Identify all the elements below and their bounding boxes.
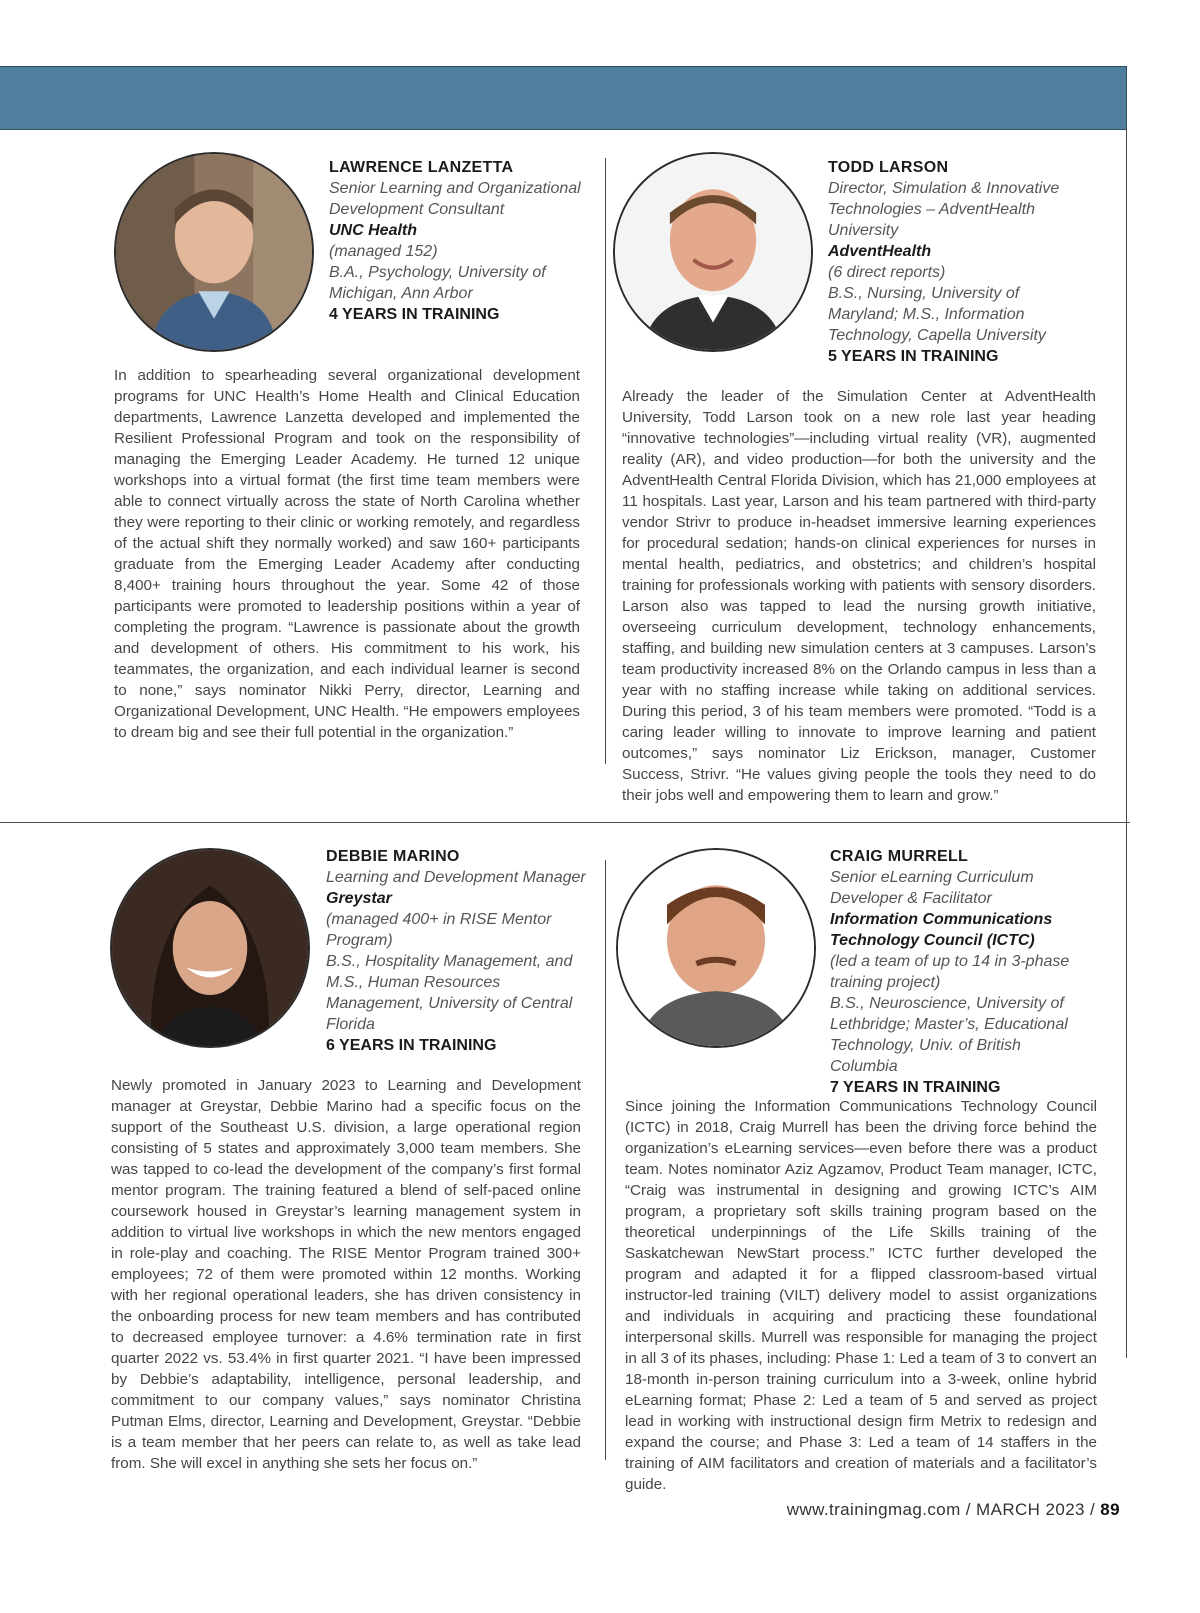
- profile-note: (led a team of up to 14 in 3-phase training project): [830, 953, 1070, 991]
- column-divider: [605, 158, 606, 764]
- profile-note: (6 direct reports): [828, 264, 946, 281]
- profile-role: Senior Learning and Organizational Development Consultant: [329, 180, 581, 218]
- profile-name: TODD LARSON: [828, 159, 949, 176]
- profile-organization: UNC Health: [329, 222, 418, 239]
- profile-photo-lawrence-lanzetta: [114, 152, 314, 352]
- page-number: 89: [1100, 1500, 1120, 1519]
- profile-photo-todd-larson: [613, 152, 813, 352]
- profile-organization: AdventHealth: [828, 243, 932, 260]
- section-divider: [0, 822, 1130, 823]
- profile-years: 7 YEARS IN TRAINING: [830, 1079, 1001, 1096]
- header-banner: [0, 66, 1127, 130]
- column-divider: [605, 860, 606, 1460]
- profile-education: B.S., Nursing, University of Maryland; M.S., Information Technology, Capella University: [828, 285, 1046, 344]
- profile-bio: Already the leader of the Simulation Center at AdventHealth University, Todd Larson took on a new role last year heading “innovative technologies”—including virtual reality (VR), augmented reality (AR), and video production—for both the university and the AdventHealth Central Florida Division, which has 21,000 employees at 11 hospitals. Last year, Larson and his team partnered with third-party vendor Strivr to produce in-headset immersive learning experiences for procedural sedation; hands-on clinical experiences for nurses in mental health, pediatrics, and obstetrics; and children’s hospital training for professionals working with patients with sensory disorders. Larson also was tapped to lead the nursing growth initiative, overseeing curriculum development, technology enhancements, staffing, and building new simulation centers at 3 campuses. Larson’s team productivity increased 8% on the Orlando campus in less than a year with no staffing increase while taking on additional services. During this period, 3 of his team members were promoted. “Todd is a caring leader willing to innovate to improve learning and patient outcomes,” says nominator Liz Erickson, manager, Customer Success, Strivr. “He values giving people the tools they need to do their jobs well and empowering them to learn and grow.”: [622, 388, 1096, 804]
- profile-role: Learning and Development Manager: [326, 869, 586, 886]
- profile-education: B.S., Hospitality Management, and M.S., Human Resources Management, University of Central Florida: [326, 953, 573, 1033]
- profile-organization: Greystar: [326, 890, 392, 907]
- profile-years: 6 YEARS IN TRAINING: [326, 1037, 497, 1054]
- portrait-image: [615, 154, 811, 350]
- profile-organization: Information Communications Technology Council (ICTC): [830, 911, 1053, 949]
- profile-years: 4 YEARS IN TRAINING: [329, 306, 500, 323]
- portrait-image: [116, 154, 312, 350]
- profile-photo-debbie-marino: [110, 848, 310, 1048]
- profile-role: Senior eLearning Curriculum Developer & Facilitator: [830, 869, 1034, 907]
- profile-role: Director, Simulation & Innovative Technologies – AdventHealth University: [828, 180, 1060, 239]
- page-rule: [1126, 128, 1127, 1358]
- profile-years: 5 YEARS IN TRAINING: [828, 348, 999, 365]
- profile-note: (managed 152): [329, 243, 438, 260]
- profile-name: LAWRENCE LANZETTA: [329, 159, 514, 176]
- profile-education: B.A., Psychology, University of Michigan, Ann Arbor: [329, 264, 546, 302]
- profile-education: B.S., Neuroscience, University of Lethbridge; Master’s, Educational Technology, Univ. of British Columbia: [830, 995, 1068, 1075]
- profile-photo-craig-murrell: [616, 848, 816, 1048]
- profile-info: [830, 846, 1092, 1098]
- profile-info: [828, 157, 1090, 367]
- page-footer: [787, 1500, 1120, 1520]
- profile-info: [326, 846, 586, 1056]
- profile-bio: Since joining the Information Communications Technology Council (ICTC) in 2018, Craig Murrell has been the driving force behind the organization’s eLearning services—even before there was a product team. Notes nominator Aziz Agzamov, Product Team manager, ICTC, “Craig was instrumental in designing and growing ICTC’s AIM program, a proprietary soft skills training program based on the theoretical underpinnings of the Life Skills training of the Saskatchewan NewStart process.” ICTC further developed the program and adapted it for a flipped classroom-based virtual instructor-led training (VILT) delivery model to assist organizations and individuals in acquiring and practicing these foundational interpersonal skills. Murrell was responsible for managing the project in all 3 of its phases, including: Phase 1: Led a team of 3 to convert an 18-month in-person training curriculum into a 3-week, online hybrid eLearning format; Phase 2: Led a team of 5 and served as project lead in working with instructional design firm Metrix to redesign and expand the course; and Phase 3: Led a team of 14 staffers in the training of AIM facilitators and creation of materials and a facilitator’s guide.: [625, 1098, 1097, 1493]
- portrait-image: [112, 850, 308, 1046]
- profile-name: CRAIG MURRELL: [830, 848, 969, 865]
- profile-bio: Newly promoted in January 2023 to Learning and Development manager at Greystar, Debbie Marino had a specific focus on the support of the Southeast U.S. division, a large operational region consisting of 5 states and approximately 3,000 team members. She was tapped to co-lead the development of the company’s first formal mentor program. The training featured a blend of self-paced online coursework housed in Greystar’s learning management system in addition to virtual live workshops in which the new mentors engaged in role-play and coaching. The RISE Mentor Program trained 300+ employees; 72 of them were promoted within 12 months. Working with her regional operational leaders, she has driven consistency in the onboarding process for new team members and has contributed to decreased employee turnover: a 4.6% termination rate in first quarter 2022 vs. 53.4% in first quarter 2021. “I have been impressed by Debbie’s adaptability, intelligence, personal leadership, and commitment to our company values,” says nominator Christina Putman Elms, director, Learning and Development, Greystar. “Debbie is a team member that her peers can relate to, as well as take lead from. She will excel in anything she sets her focus on.”: [111, 1077, 581, 1472]
- profile-note: (managed 400+ in RISE Mentor Program): [326, 911, 552, 949]
- profile-bio: In addition to spearheading several organizational development programs for UNC Health’s Home Health and Clinical Education departments, Lawrence Lanzetta developed and implemented the Resilient Professional Program and took on the responsibility of managing the Emerging Leader Academy. He turned 12 unique workshops into a virtual format (the first time team members were able to connect virtually across the state of North Carolina whether they were reporting to their clinic or working remotely, and regardless of the actual shift they normally worked) and saw 160+ participants graduate from the Emerging Leader Academy after conducting 8,400+ training hours throughout the year. Some 42 of those participants were promoted to leadership positions within a year of completing the program. “Lawrence is passionate about the growth and development of others. His commitment to his work, his teammates, the organization, and each individual learner is second to none,” says nominator Nikki Perry, director, Learning and Organizational Development, UNC Health. “He empowers employees to dream big and see their full potential in the organization.”: [114, 367, 580, 741]
- profile-info: [329, 157, 589, 325]
- portrait-image: [618, 850, 814, 1046]
- footer-site: www.trainingmag.com / MARCH 2023 /: [786, 1500, 1101, 1519]
- profile-name: DEBBIE MARINO: [326, 848, 460, 865]
